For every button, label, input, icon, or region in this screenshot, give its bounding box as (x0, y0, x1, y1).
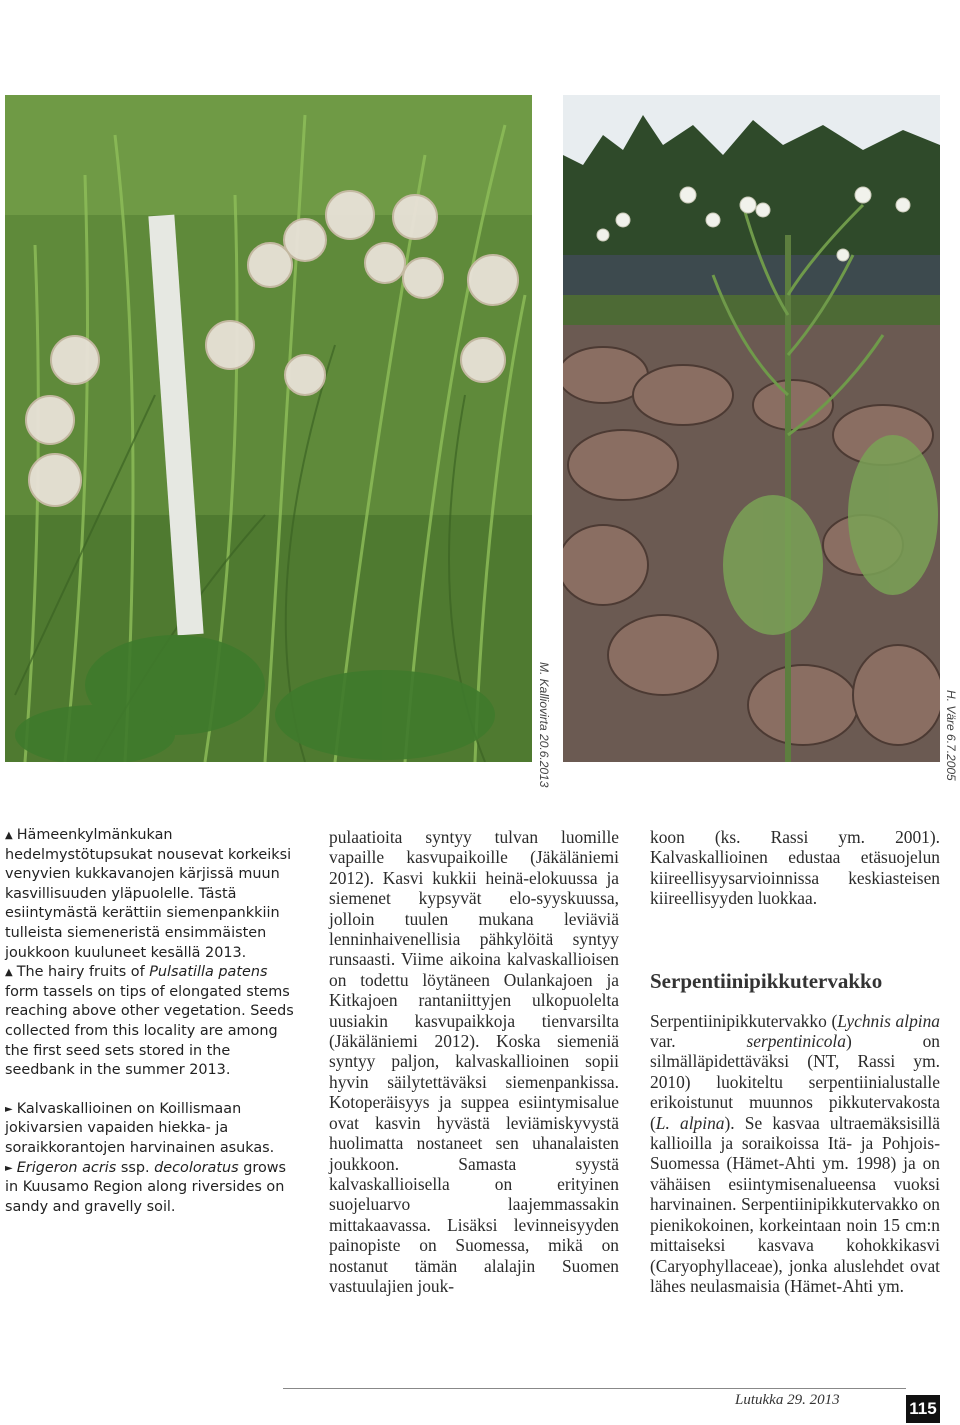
caption-fi-pulsatilla-text: Hämeenkylmänkukan hedelmystötupsukat nousevat korkeiksi venyvien kukkavanojen kärjissä muun kasvillisuuden yläpuolelle. Tästä esiintymästä kerättiin siemenpankkiin tulleista siemeneristä ensimmäisten joukkoon kuuluneet kesällä 2013. (5, 827, 292, 961)
pulsatilla-photo (5, 95, 532, 762)
species-name: Lychnis alpina (837, 1010, 940, 1031)
caption-en-pulsatilla-post: form tassels on tips of elongated stems reaching above other vegetation. Seeds collected from this locality are among the first seed sets stored in the seedbank in the summer 2013. (5, 983, 294, 1079)
page-number: 115 (906, 1395, 940, 1423)
body-paragraph: koon (ks. Rassi ym. 2001). Kalvaskallioinen edustaa etäsuojelun kiireellisyysarvioinnissa keskiasteisen kiireellisyyden luokkaa. (650, 827, 940, 909)
caption-ssp: ssp. (116, 1159, 155, 1176)
subspecies-name: decoloratus (154, 1159, 239, 1176)
up-triangle-icon: ▲ (5, 830, 13, 841)
photo-credit-left: M. Kalliovirta 20.6.2013 (537, 662, 551, 788)
species-name: Erigeron acris (16, 1159, 117, 1176)
body-column-right (650, 827, 940, 1296)
body-column-middle (329, 827, 619, 1296)
up-triangle-icon: ▲ (5, 967, 13, 979)
text-run: Serpentiinipikkutervakko ( (650, 1010, 838, 1031)
species-name: Pulsatilla patens (149, 964, 268, 981)
caption-en-erigeron (5, 1159, 303, 1218)
variety-name: serpentinicola (746, 1031, 846, 1052)
text-run: var. (650, 1031, 747, 1052)
right-triangle-icon: ► (5, 1103, 13, 1115)
right-triangle-icon: ► (5, 1162, 13, 1174)
erigeron-photo (563, 95, 940, 762)
caption-en-erigeron-post: grows in Kuusamo Region along riversides on sandy and gravelly soil. (5, 1159, 287, 1215)
caption-en-pulsatilla (5, 963, 303, 1081)
journal-name: Lutukka 29. 2013 (735, 1392, 840, 1408)
photo-credit-right: H. Väre 6.7.2005 (944, 690, 958, 781)
caption-en-pulsatilla-pre: The hairy fruits of (16, 964, 150, 981)
caption-fi-pulsatilla (5, 826, 303, 963)
caption-fi-erigeron (5, 1100, 303, 1159)
species-name: L. alpina (655, 1112, 725, 1133)
body-paragraph (650, 1011, 940, 1297)
text-run: ) on silmälläpidettäväksi (NT, Rassi ym. 2010) luokiteltu serpentiinialustalle erikoistunut muunnos pikkutervakosta ( (650, 1031, 940, 1133)
section-heading: Serpentiinipikkutervakko (650, 968, 883, 993)
erigeron-photo-graphic (563, 95, 940, 762)
pulsatilla-photo-graphic (5, 95, 532, 762)
body-paragraph: pulaatioita syntyy tulvan luomille vapaille kasvupaikoille (Jäkäläniemi 2012). Kasvi kukkii heinä-elokuussa ja siemenet kypsyvät elo-syyskuussa, jolloin tuulen mukana leviäviä lenninhaivenellisia pähkylöitä syntyy runsaasti. Viime aikoina kalvaskallioisen on todettu löytäneen Oulankajoen ja Kitkajoen rantaniittyjen ulkopuolelta uusiakin kasvupaikkoja tienvarsilta (Jäkäläniemi 2012). Koska siemeniä syntyy paljon, kalvaskallioinen sopii hyvin säilytettäväksi siemenpankissa. Kotoperäisyys ja suppea esiintymisalue ovat kasvin hyvästä leviämiskyvystä huolimatta nostaneet sen uhanalaisten joukkoon. Samasta syystä kalvaskallioisella on erityinen suojeluarvo laajemmassakin mittakaavassa. Lisäksi levinneisyyden painopiste on Suomessa, mikä on nostanut tämän alalajin Suomen vastuulajien jouk- (329, 827, 619, 1296)
photo-captions (5, 826, 303, 1217)
footer-rule (283, 1388, 906, 1389)
caption-fi-erigeron-text: Kalvaskallioinen on Koillismaan jokivarsien vapaiden hiekka- ja soraikkorantojen harvinainen asukas. (5, 1100, 275, 1156)
text-run: ). Se kasvaa ultraemäksisillä kallioilla ja soraikoissa Itä- ja Pohjois-Suomessa (Hämet-Ahti ym. 1998) ja on vähäisen esiintymisenalueensa vuoksi harvinainen. Serpentiinipikkutervakko on pienikokoinen, korkeintaan noin 15 cm:n mittaiseksi kasvava kohokkikasvi (Caryophyllaceae), jonka aluslehdet ovat lähes neulasmaisia (Hämet-Ahti ym. (650, 1112, 941, 1296)
